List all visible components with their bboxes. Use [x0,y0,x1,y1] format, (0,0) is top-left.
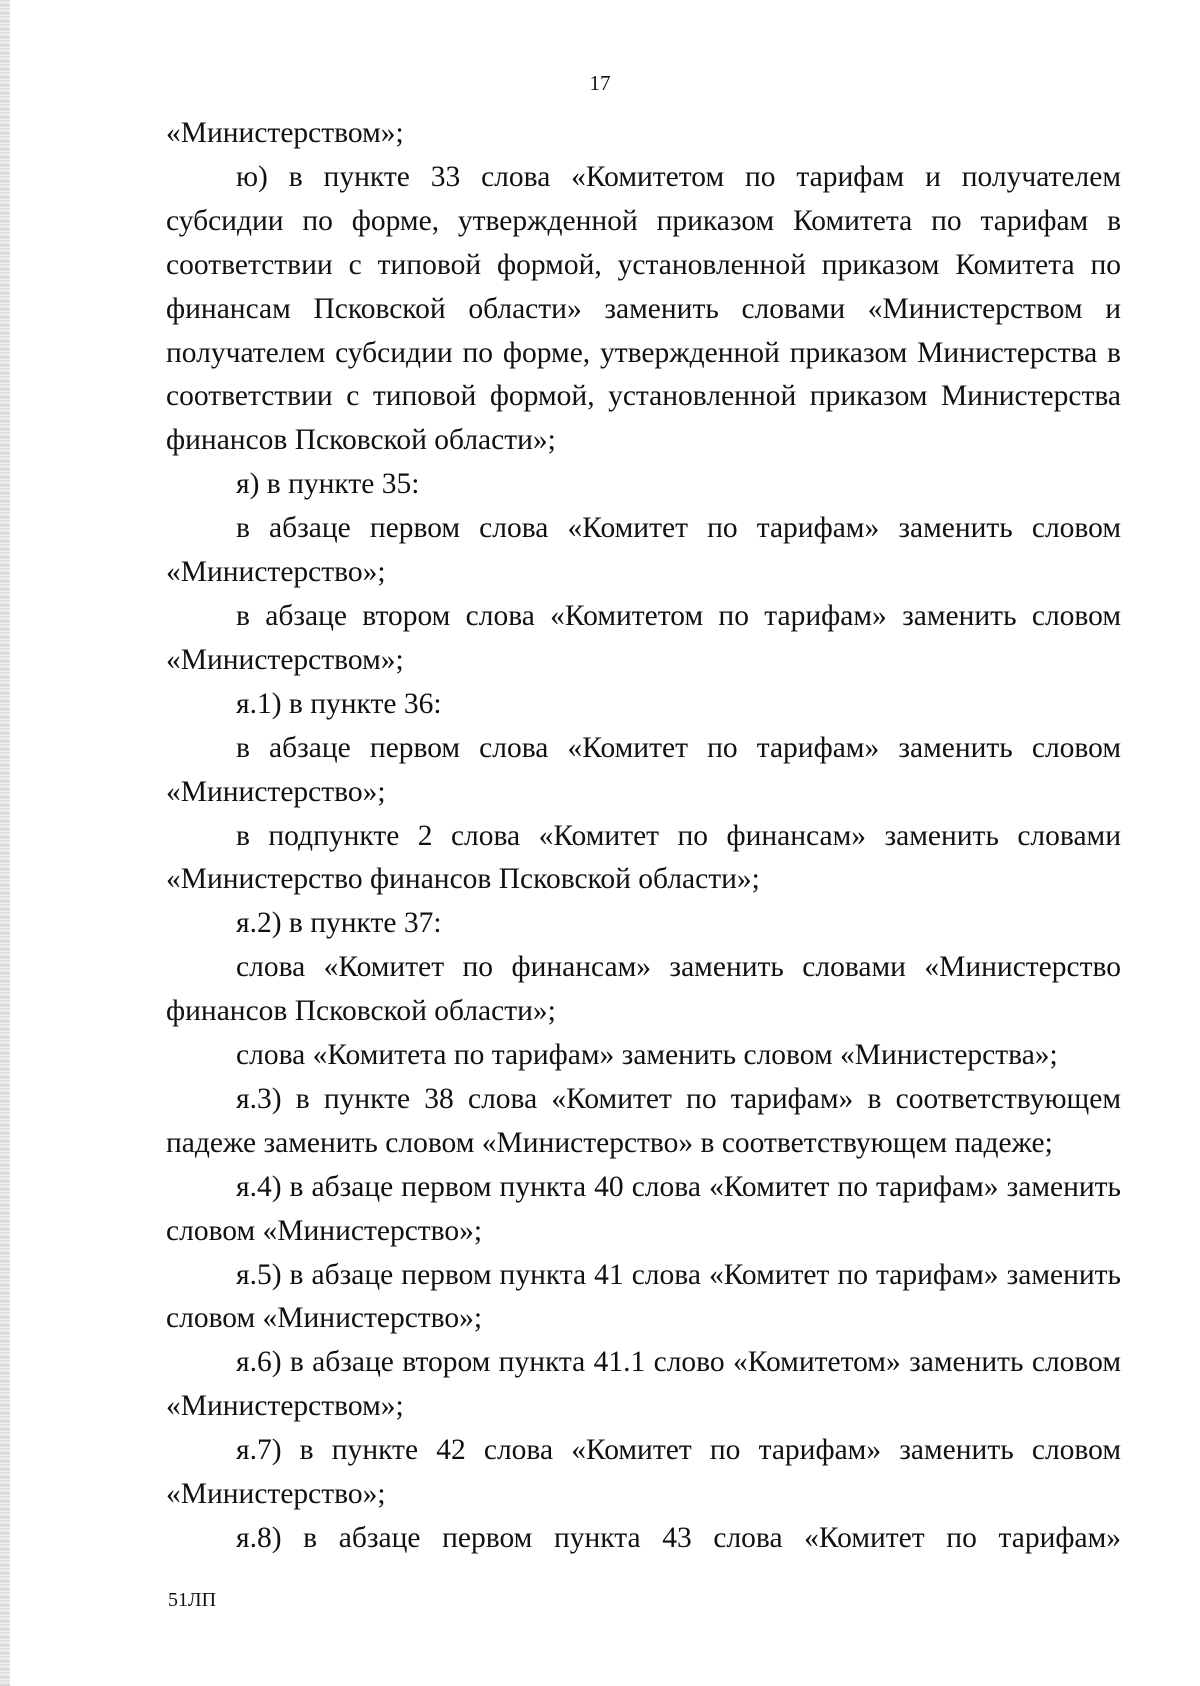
document-body [166,112,1121,1561]
paragraph: в абзаце первом слова «Комитет по тарифам» заменить словом «Министерство»; [166,512,1121,589]
paragraph: в подпункте 2 слова «Комитет по финансам» заменить словами «Министерство финансов Псковской области»; [166,819,1121,896]
paragraph: ю) в пункте 33 слова «Комитетом по тарифам и получателем субсидии по форме, утвержденной приказом Комитета по тарифам в соответствии с типовой формой, установленной приказом Комитета по финансам Псковской области» заменить словами «Министерством и получателем субсидии по форме, утвержденной приказом Министерства в соответствии с типовой формой, установленной приказом Министерства финансов Псковской области»; [166,160,1121,457]
paragraph: я.3) в пункте 38 слова «Комитет по тарифам» в соответствующем падеже заменить словом «Министерство» в соответствующем падеже; [166,1082,1121,1159]
paragraph: в абзаце первом слова «Комитет по тарифам» заменить словом «Министерство»; [166,731,1121,808]
paragraph: я.2) в пункте 37: [236,907,442,940]
paragraph: я.5) в абзаце первом пункта 41 слова «Комитет по тарифам» заменить словом «Министерство»; [166,1258,1121,1335]
paragraph: «Министерством»; [166,117,404,149]
paragraph: я.4) в абзаце первом пункта 40 слова «Комитет по тарифам» заменить словом «Министерство»; [166,1170,1121,1247]
paragraph: я.1) в пункте 36: [236,687,442,720]
paragraph: в абзаце втором слова «Комитетом по тарифам» заменить словом «Министерством»; [166,599,1121,676]
paragraph: слова «Комитет по финансам» заменить словами «Министерство финансов Псковской области»; [166,951,1121,1028]
paragraph: слова «Комитета по тарифам» заменить словом «Министерства»; [236,1039,1058,1072]
scan-edge [0,0,10,1686]
paragraph: я.8) в абзаце первом пункта 43 слова «Комитет по тарифам» [236,1522,1121,1554]
footer-code: 51ЛП [168,1589,217,1611]
page-number: 17 [589,71,611,95]
paragraph: я.6) в абзаце втором пункта 41.1 слово «Комитетом» заменить словом «Министерством»; [166,1346,1121,1423]
paragraph: я) в пункте 35: [236,468,420,501]
paragraph: я.7) в пункте 42 слова «Комитет по тарифам» заменить словом «Министерство»; [166,1434,1121,1511]
